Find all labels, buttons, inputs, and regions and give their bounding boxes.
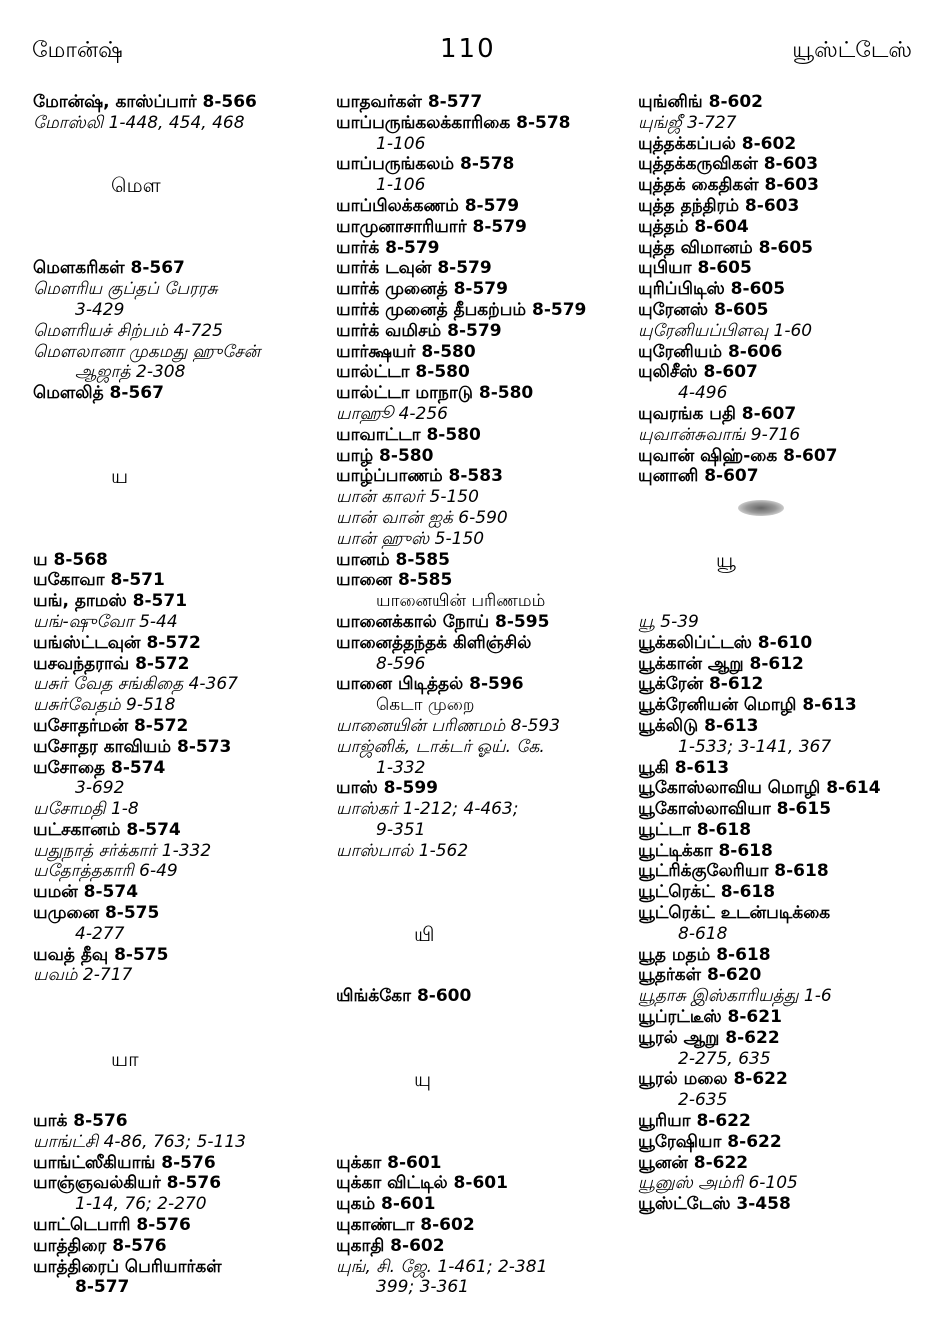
index-entry: யால்ட்டா 8-580 [336,362,470,383]
spacer [336,1090,631,1111]
index-entry: யசோமதி 1-8 [33,799,139,820]
spacer [33,508,328,529]
index-entry: யகோவா 8-571 [33,570,165,591]
spacer [33,446,328,467]
index-entry: யுரிப்பிடிஸ் 8-605 [638,279,786,300]
index-entry: யுகம் 8-601 [336,1194,436,1215]
index-entry: யான் வான் ஐக் 6-590 [336,507,508,528]
index-entry: யூரல் மலை 8-622 [638,1069,788,1090]
section-heading: யு [414,1067,432,1092]
index-entry: யுகாதி 8-602 [336,1235,445,1256]
spacer [33,1028,328,1049]
index-entry: யார்க் 8-579 [336,237,440,258]
index-entry: யுத்த தந்திரம் 8-603 [638,195,800,216]
spacer [33,1090,328,1111]
index-entry: 1-106 [376,133,426,154]
index-entry: யுலிசீஸ் 8-607 [638,362,758,383]
index-entry: 3-429 [75,299,125,320]
index-entry: யாப்பருங்கலம் 8-578 [336,154,515,175]
index-entry: கெடா முறை [376,695,475,716]
index-entry: யாங்ட்ஸீகியாங் 8-576 [33,1152,216,1173]
index-entry: யாழ்ப்பாணம் 8-583 [336,466,503,487]
index-entry: யார்க் முனைத் தீபகற்பம் 8-579 [336,299,587,320]
index-entry: யாஞ்ஞவல்கியர் 8-576 [33,1173,222,1194]
index-entry: மோஸ்லி 1-448, 454, 468 [33,112,245,133]
index-entry: மௌகரிகள் 8-567 [33,258,185,279]
index-entry: 3-692 [75,778,125,799]
section-heading: யூ [716,547,736,572]
index-entry: யானையின் பரிணமம் 8-593 [336,715,561,736]
index-entry: யாப்பருங்கலக்காரிகை 8-578 [336,112,571,133]
spacer [336,1111,631,1132]
index-entry: யுத்தம் 8-604 [638,216,749,237]
index-entry: யூகி 8-613 [638,757,730,778]
index-entry: யுக்கா 8-601 [336,1152,442,1173]
index-entry: யாவாட்டா 8-580 [336,424,481,445]
index-entry: யுத்தக்கப்பல் 8-602 [638,133,797,154]
index-entry: யானைத்தந்தக் கிளிஞ்சில் [336,632,532,653]
index-entry: 9-351 [376,819,426,840]
ink-smudge [738,500,784,516]
index-entry: 1-332 [376,757,426,778]
section-heading: யா [111,1046,139,1071]
spacer [336,1028,631,1049]
index-entry: யிங்க்கோ 8-600 [336,986,472,1007]
index-entry: யார்க் டவுன் 8-579 [336,258,492,279]
spacer [33,529,328,550]
spacer [336,1049,631,1070]
index-entry: யதோத்தகாரி 6-49 [33,861,178,882]
index-entry: யவத் தீவு 8-575 [33,944,169,965]
spacer [33,196,328,217]
spacer [33,404,328,425]
spacer [33,154,328,175]
index-entry: யுரேனியம் 8-606 [638,341,783,362]
index-entry: மௌலானா முகமது ஹுசேன் [33,341,261,362]
index-entry: யுவரங்க பதி 8-607 [638,403,797,424]
spacer [33,986,328,1007]
index-entry: மௌலித் 8-567 [33,383,164,404]
index-entry: யமுனை 8-575 [33,903,160,924]
spacer [33,1007,328,1028]
spacer [638,487,938,508]
running-head-right: யூஸ்ட்டேஸ் [792,38,912,63]
index-entry: 1-106 [376,175,426,196]
index-entry: 1-14, 76; 2-270 [75,1194,207,1215]
spacer [638,529,938,550]
index-entry: யுரேனஸ் 8-605 [638,299,769,320]
index-column-2 [336,92,631,1298]
index-entry: யூனன் 8-622 [638,1152,749,1173]
index-entry: யால்ட்டா மாநாடு 8-580 [336,383,534,404]
index-entry: யான் காலர் 5-150 [336,487,479,508]
index-entry: 8-618 [678,923,728,944]
index-entry: யூக்லிடு 8-613 [638,715,759,736]
index-entry: யுத்தக்கருவிகள் 8-603 [638,154,819,175]
section-heading: மௌ [111,173,161,198]
index-entry: யூக்கலிப்ட்டஸ் 8-610 [638,632,813,653]
index-entry: யாட்டெபாரி 8-576 [33,1215,191,1236]
index-entry: யசோதர காவியம் 8-573 [33,736,232,757]
index-entry: யங், தாமஸ் 8-571 [33,591,188,612]
index-entry: யூஸ்ட்டேஸ் 3-458 [638,1194,791,1215]
index-entry: மௌரியச் சிற்பம் 4-725 [33,320,223,341]
index-entry: யானை 8-585 [336,570,453,591]
spacer [638,570,938,591]
index-entry: யார்க்ஷயர் 8-580 [336,341,476,362]
index-entry: யூட்ரிக்குலேரியா 8-618 [638,861,829,882]
index-entry: யவம் 2-717 [33,965,133,986]
index-entry: யாஜ்னிக், டாக்டர் ஓய். கே. [336,736,545,757]
spacer [33,425,328,446]
spacer [33,217,328,238]
index-entry: யசோதை 8-574 [33,757,166,778]
index-entry: 8-596 [376,653,426,674]
index-column-3 [638,92,938,1215]
index-entry: யூதர்கள் 8-620 [638,965,762,986]
index-entry: 399; 3-361 [376,1277,469,1298]
index-entry: யாழ் 8-580 [336,445,434,466]
index-entry: யதுநாத் சர்க்கார் 1-332 [33,840,212,861]
index-entry: யூரல் ஆறு 8-622 [638,1027,780,1048]
index-entry: யுத்தக் கைதிகள் 8-603 [638,175,819,196]
index-entry: யூப்ரட்டீஸ் 8-621 [638,1007,782,1028]
index-entry: 4-277 [75,923,125,944]
index-entry: யாக் 8-576 [33,1111,128,1132]
index-entry: யட்சகானம் 8-574 [33,819,181,840]
spacer [638,508,938,529]
spacer [33,1069,328,1090]
page-number: 110 [440,34,496,64]
index-entry: யுங்ஜீ 3-727 [638,112,737,133]
index-entry: யாங்ட்சி 4-86, 763; 5-113 [33,1131,246,1152]
index-entry: யுத்த விமானம் 8-605 [638,237,813,258]
index-entry: யுவான்சுவாங் 9-716 [638,424,801,445]
index-entry: யூகோஸ்லாவிய மொழி 8-614 [638,778,881,799]
spacer [336,945,631,966]
index-entry: 2-275, 635 [678,1048,771,1069]
spacer [336,861,631,882]
index-entry: யூரியா 8-622 [638,1111,751,1132]
index-entry: யாப்பிலக்கணம் 8-579 [336,195,520,216]
index-entry: யூக்கான் ஆறு 8-612 [638,653,804,674]
index-entry: யூட்டா 8-618 [638,819,752,840]
spacer [33,134,328,155]
index-entry: யானைக்கால் நோய் 8-595 [336,611,550,632]
index-entry: யசுர் வேத சங்கிதை 4-367 [33,674,238,695]
index-entry: 8-577 [75,1277,130,1298]
index-entry: யூட்ரெக்ட் உடன்படிக்கை [638,903,831,924]
index-entry: யூக்ரேனியன் மொழி 8-613 [638,695,857,716]
spacer [336,882,631,903]
index-entry: யான் ஹுஸ் 5-150 [336,528,485,549]
index-entry: யூரேஷியா 8-622 [638,1131,782,1152]
index-entry: யூ 5-39 [638,611,699,632]
index-entry: 2-635 [678,1090,728,1111]
index-entry: யானம் 8-585 [336,549,450,570]
index-entry: 1-533; 3-141, 367 [678,736,832,757]
index-entry: யங்-ஷுவோ 5-44 [33,611,178,632]
index-entry: யூத மதம் 8-618 [638,944,771,965]
index-entry: யாத்திரை 8-576 [33,1235,167,1256]
spacer [33,238,328,259]
index-entry: யூட்டிக்கா 8-618 [638,840,773,861]
index-entry: ஆஜாத் 2-308 [75,362,186,383]
spacer [33,487,328,508]
index-entry: யாதவர்கள் 8-577 [336,92,483,112]
index-entry: யார்க் முனைத் 8-579 [336,279,508,300]
index-entry: மோன்ஷ், காஸ்ப்பார் 8-566 [33,92,257,112]
index-entry: யமன் 8-574 [33,882,139,903]
index-entry: யுகாண்டா 8-602 [336,1215,475,1236]
index-entry: யாஸ் 8-599 [336,778,439,799]
index-entry: யசவந்தராவ் 8-572 [33,653,190,674]
index-entry: யங்ஸ்ட்டவுன் 8-572 [33,632,201,653]
index-entry: யானையின் பரிணமம் [376,591,546,612]
index-entry: யூதாசு இஸ்காரியத்து 1-6 [638,986,832,1007]
index-entry: யாஸ்பால் 1-562 [336,840,469,861]
index-entry: யாத்திரைப் பெரியார்கள் [33,1256,222,1277]
index-entry: யுபியா 8-605 [638,258,752,279]
spacer [638,591,938,612]
spacer [336,903,631,924]
index-entry: யானை பிடித்தல் 8-596 [336,674,524,695]
index-entry: யூனுஸ் அம்ரி 6-105 [638,1173,798,1194]
index-entry: யாமுனாசாரியார் 8-579 [336,216,527,237]
section-heading: ய [111,464,129,489]
index-entry: யசுர்வேதம் 9-518 [33,695,176,716]
index-entry: யூட்ரெக்ட் 8-618 [638,882,776,903]
index-entry: யுவான் ஷிஹ்-கை 8-607 [638,445,838,466]
index-entry: யுனானி 8-607 [638,466,759,487]
index-entry: யார்க் வமிசம் 8-579 [336,320,502,341]
index-entry: யசோதர்மன் 8-572 [33,715,189,736]
section-heading: யி [414,921,435,946]
index-entry: யுங், சி. ஜே. 1-461; 2-381 [336,1256,548,1277]
index-entry: யுங்னிங் 8-602 [638,92,763,112]
index-entry: யாஸ்கர் 1-212; 4-463; [336,799,519,820]
index-column-1 [33,92,328,1298]
index-entry: மௌரிய குப்தப் பேரரசு [33,279,218,300]
spacer [336,965,631,986]
spacer [336,1007,631,1028]
index-entry: யுக்கா விட்டில் 8-601 [336,1173,508,1194]
running-head-left: மோன்ஷ் [32,38,123,63]
spacer [336,1132,631,1153]
index-entry: யாஹூ 4-256 [336,403,448,424]
index-entry: யூகோஸ்லாவியா 8-615 [638,799,832,820]
index-entry: ய 8-568 [33,549,108,570]
index-entry: யூக்ரேன் 8-612 [638,674,764,695]
index-entry: யுரேனியப்பிளவு 1-60 [638,320,813,341]
index-entry: 4-496 [678,383,728,404]
